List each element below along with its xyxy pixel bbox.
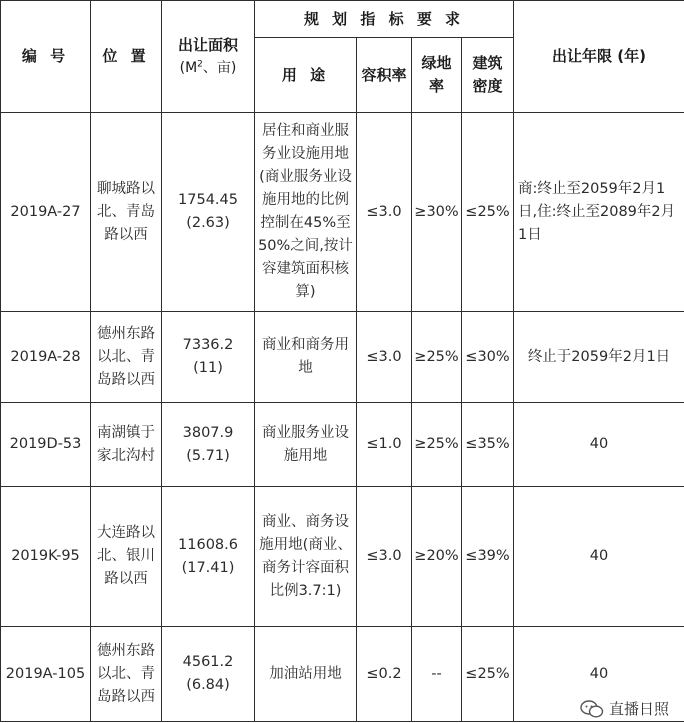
cell-density: ≤25% xyxy=(462,627,514,722)
watermark xyxy=(577,698,672,719)
cell-location: 南湖镇于家北沟村 xyxy=(91,403,162,487)
cell-use: 商业服务业设施用地 xyxy=(255,403,357,487)
cell-area: 7336.2 (11) xyxy=(162,312,255,403)
cell-far: ≤0.2 xyxy=(357,627,412,722)
header-row-1 xyxy=(1,1,684,38)
cell-code: 2019A-28 xyxy=(1,312,91,403)
header-green: 绿地 率 xyxy=(412,38,462,113)
cell-density: ≤30% xyxy=(462,312,514,403)
cell-location: 德州东路以北、青岛路以西 xyxy=(91,627,162,722)
header-area-unit: ($M^2$、亩) xyxy=(179,58,237,76)
cell-use: 加油站用地 xyxy=(255,627,357,722)
cell-term: 40 xyxy=(514,487,684,627)
header-location: 位 置 xyxy=(91,1,162,113)
table-row xyxy=(1,312,684,403)
cell-green: ≥30% xyxy=(412,113,462,312)
cell-green: ≥25% xyxy=(412,403,462,487)
header-planning: 规 划 指 标 要 求 xyxy=(255,1,514,38)
header-area-label: 出让面积 xyxy=(177,35,238,54)
cell-density: ≤35% xyxy=(462,403,514,487)
cell-term: 40 xyxy=(514,627,684,722)
cell-use: 商业、商务设施用地(商业、商务计容面积比例3.7:1) xyxy=(255,487,357,627)
cell-area: 3807.9 (5.71) xyxy=(162,403,255,487)
header-use: 用 途 xyxy=(255,38,357,113)
cell-far: ≤3.0 xyxy=(357,113,412,312)
cell-code: 2019A-27 xyxy=(1,113,91,312)
cell-green: -- xyxy=(412,627,462,722)
cell-code: 2019D-53 xyxy=(1,403,91,487)
header-far: 容积率 xyxy=(357,38,412,113)
cell-density: ≤39% xyxy=(462,487,514,627)
cell-far: ≤3.0 xyxy=(357,312,412,403)
cell-location: 德州东路以北、青岛路以西 xyxy=(91,312,162,403)
cell-far: ≤3.0 xyxy=(357,487,412,627)
header-density: 建筑 密度 xyxy=(462,38,514,113)
cell-code: 2019A-105 xyxy=(1,627,91,722)
table-row xyxy=(1,487,684,627)
cell-location: 聊城路以北、青岛路以西 xyxy=(91,113,162,312)
table-row xyxy=(1,403,684,487)
header-area xyxy=(162,1,255,113)
cell-use: 居住和商业服务业设施用地(商业服务业设施用地的比例控制在45%至50%之间,按计容建筑面积核算) xyxy=(255,113,357,312)
cell-green: ≥20% xyxy=(412,487,462,627)
cell-area: 11608.6 (17.41) xyxy=(162,487,255,627)
cell-area: 1754.45 (2.63) xyxy=(162,113,255,312)
header-term: 出让年限 (年) xyxy=(514,1,684,113)
cell-location: 大连路以北、银川路以西 xyxy=(91,487,162,627)
cell-term: 终止于2059年2月1日 xyxy=(514,312,684,403)
cell-code: 2019K-95 xyxy=(1,487,91,627)
cell-term: 商:终止至2059年2月1日,住:终止至2089年2月1日 xyxy=(514,113,684,312)
cell-green: ≥25% xyxy=(412,312,462,403)
wechat-icon xyxy=(580,700,604,718)
watermark-label: 直播日照 xyxy=(608,700,669,718)
cell-use: 商业和商务用地 xyxy=(255,312,357,403)
cell-density: ≤25% xyxy=(462,113,514,312)
cell-term: 40 xyxy=(514,403,684,487)
header-code: 编 号 xyxy=(1,1,91,113)
cell-far: ≤1.0 xyxy=(357,403,412,487)
cell-area: 4561.2 (6.84) xyxy=(162,627,255,722)
table-row xyxy=(1,113,684,312)
